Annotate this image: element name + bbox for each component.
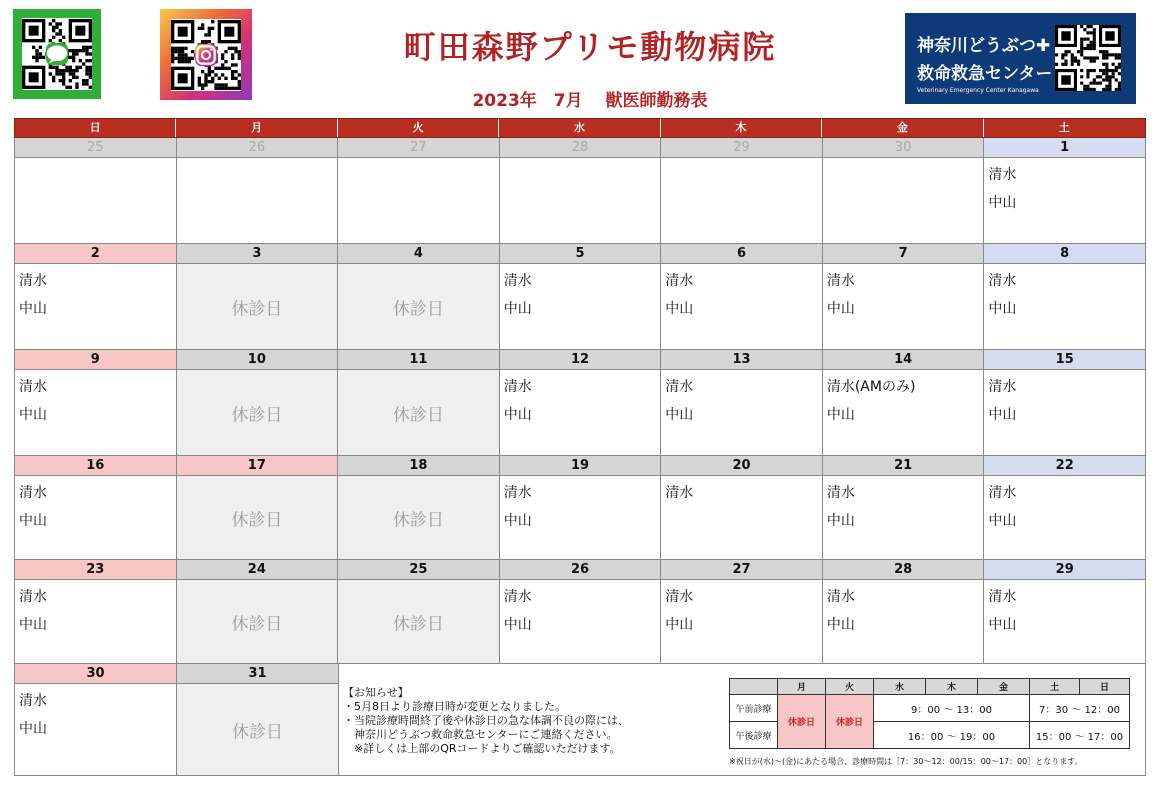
- calendar-day: [661, 456, 823, 560]
- notice-title: 【お知らせ】: [343, 686, 409, 699]
- weekday-label: 火: [338, 119, 499, 137]
- calendar-week: [14, 138, 1146, 244]
- emergency-center-banner[interactable]: [905, 13, 1136, 104]
- day-number: 28: [500, 138, 661, 158]
- notice-line: ・5月8日より診療日時が変更となりました。: [343, 700, 566, 713]
- vet-on-duty: 中山: [665, 301, 694, 317]
- emergency-qr-code[interactable]: [1055, 25, 1121, 91]
- day-body: [177, 684, 338, 775]
- calendar-day: [661, 560, 823, 664]
- vet-on-duty: 中山: [503, 513, 532, 529]
- vet-on-duty: 中山: [988, 617, 1017, 633]
- vet-on-duty: 中山: [503, 407, 532, 423]
- hours-day-header: 金: [978, 679, 1030, 695]
- calendar-day: [15, 244, 177, 350]
- day-number: 15: [984, 350, 1145, 370]
- closed-day-label: 休診日: [392, 405, 444, 425]
- day-body: [338, 580, 499, 663]
- hours-day-header: 日: [1080, 679, 1130, 695]
- day-number: 3: [177, 244, 338, 264]
- vet-on-duty: 中山: [826, 407, 855, 423]
- day-number: 5: [500, 244, 661, 264]
- calendar-week: [14, 456, 1146, 560]
- day-number: 6: [661, 244, 822, 264]
- calendar-day: [15, 560, 177, 664]
- day-body: [984, 158, 1145, 243]
- day-body: [661, 370, 822, 455]
- calendar-day: [984, 560, 1146, 664]
- emergency-name-line2: 救命救急センター: [917, 64, 1053, 84]
- qr-pattern: [171, 19, 241, 91]
- weekday-am-hours: 9：00 ～ 13：00: [874, 695, 1030, 722]
- day-number: 26: [177, 138, 338, 158]
- closed-day-label: 休診日: [231, 614, 283, 634]
- day-number: 22: [984, 456, 1145, 476]
- day-body: [177, 370, 338, 455]
- weekday-header: [14, 118, 1146, 138]
- vet-on-duty: 清水: [503, 485, 532, 501]
- day-body: [338, 158, 499, 243]
- day-number: 23: [15, 560, 176, 580]
- vet-on-duty: 清水: [19, 589, 47, 605]
- day-body: [823, 264, 984, 349]
- day-body: [823, 476, 984, 559]
- day-body: [177, 580, 338, 663]
- calendar-day: [500, 138, 662, 244]
- vet-on-duty: 清水: [503, 273, 532, 289]
- day-body: [338, 476, 499, 559]
- calendar-day: [984, 350, 1146, 456]
- closed-day-label: 休診日: [392, 614, 444, 634]
- qr-code-graphic: [1055, 25, 1121, 91]
- vet-on-duty: 中山: [19, 721, 47, 737]
- calendar-day: [823, 244, 985, 350]
- calendar-week: [14, 560, 1146, 664]
- day-body: [823, 158, 984, 243]
- hospital-name: 町田森野プリモ動物病院: [403, 28, 777, 66]
- calendar-day: [984, 244, 1146, 350]
- vet-on-duty: 中山: [665, 617, 694, 633]
- day-number: 28: [823, 560, 984, 580]
- calendar-day: [823, 560, 985, 664]
- hours-day-header: 火: [826, 679, 874, 695]
- day-body: [661, 580, 822, 663]
- day-number: 1: [984, 138, 1145, 158]
- tuesday-closed: 休診日: [826, 695, 874, 749]
- vet-on-duty: 清水: [19, 693, 47, 709]
- vet-on-duty: 清水: [665, 273, 694, 289]
- calendar-day: [984, 456, 1146, 560]
- vet-on-duty: 中山: [988, 195, 1017, 211]
- day-body: [500, 158, 661, 243]
- vet-on-duty: 清水: [826, 589, 855, 605]
- calendar-day: [15, 664, 177, 776]
- notice-line: 神奈川どうぶつ救命救急センターにご連絡ください。: [343, 728, 618, 741]
- vet-on-duty: 清水(AMのみ): [826, 379, 916, 395]
- calendar-day: [500, 350, 662, 456]
- vet-on-duty: 中山: [988, 407, 1017, 423]
- day-body: [984, 370, 1145, 455]
- day-number: 27: [661, 560, 822, 580]
- calendar-day: [500, 456, 662, 560]
- day-number: 7: [823, 244, 984, 264]
- vet-on-duty: 清水: [665, 589, 694, 605]
- hours-day-header: 木: [926, 679, 978, 695]
- vet-on-duty: 清水: [988, 485, 1017, 501]
- calendar-day: [15, 456, 177, 560]
- vet-on-duty: 清水: [826, 485, 855, 501]
- vet-on-duty: 中山: [19, 301, 47, 317]
- qr-pattern: [22, 18, 92, 90]
- notice-line: ・当院診療時間終了後や休診日の急な体調不良の際には、: [343, 714, 629, 727]
- day-body: [500, 476, 661, 559]
- day-body: [177, 158, 338, 243]
- calendar-day: [823, 456, 985, 560]
- calendar-day: [338, 350, 500, 456]
- calendar-day: [823, 138, 985, 244]
- vet-on-duty: 中山: [826, 617, 855, 633]
- vet-on-duty: 中山: [665, 407, 694, 423]
- holiday-hours-note: ※祝日が(水)～(金)にあたる場合、診療時間は［7：30～12：00/15：00～17：00］となります。: [729, 757, 1083, 766]
- day-body: [500, 264, 661, 349]
- closed-day-label: 休診日: [392, 510, 444, 530]
- day-body: [500, 370, 661, 455]
- closed-day-label: 休診日: [232, 722, 283, 742]
- calendar-last-week: [14, 664, 1146, 776]
- vet-on-duty: 清水: [503, 379, 532, 395]
- day-number: 26: [500, 560, 661, 580]
- hours-day-header: 水: [874, 679, 926, 695]
- day-body: [338, 264, 499, 349]
- line-qr-code[interactable]: [13, 9, 101, 99]
- day-number: 16: [15, 456, 176, 476]
- day-body: [15, 684, 176, 775]
- calendar-day: [15, 350, 177, 456]
- vet-on-duty: 中山: [988, 301, 1017, 317]
- day-number: 19: [500, 456, 661, 476]
- calendar-day: [338, 138, 500, 244]
- closed-day-label: 休診日: [231, 510, 283, 530]
- day-body: [984, 476, 1145, 559]
- day-number: 13: [661, 350, 822, 370]
- line-icon: [46, 43, 68, 65]
- day-number: 11: [338, 350, 499, 370]
- day-number: 21: [823, 456, 984, 476]
- day-number: 14: [823, 350, 984, 370]
- day-body: [661, 158, 822, 243]
- day-number: 17: [177, 456, 338, 476]
- office-hours-table: [729, 678, 1130, 749]
- monday-closed: 休診日: [778, 695, 826, 749]
- vet-on-duty: 清水: [665, 485, 694, 501]
- weekday-label: 土: [1058, 121, 1070, 134]
- day-number: 2: [15, 244, 176, 264]
- vet-on-duty: 中山: [826, 301, 855, 317]
- day-number: 27: [338, 138, 499, 158]
- calendar-weeks: [14, 138, 1146, 664]
- instagram-qr-code[interactable]: [160, 9, 252, 100]
- hours-corner: [730, 679, 778, 695]
- vet-on-duty: 清水: [19, 485, 47, 501]
- calendar-day: [177, 244, 339, 350]
- vet-on-duty: 清水: [503, 589, 532, 605]
- vet-on-duty: 中山: [826, 513, 855, 529]
- day-number: 8: [984, 244, 1145, 264]
- calendar-day: [984, 138, 1146, 244]
- calendar-day: [338, 560, 500, 664]
- day-body: [15, 580, 176, 663]
- calendar-week: [14, 350, 1146, 456]
- calendar-day: [177, 350, 339, 456]
- day-body: [15, 370, 176, 455]
- day-number: 30: [823, 138, 984, 158]
- vet-on-duty: 清水: [988, 273, 1017, 289]
- day-body: [823, 580, 984, 663]
- calendar-week: [14, 244, 1146, 350]
- day-number: 31: [177, 664, 338, 684]
- day-number: 20: [661, 456, 822, 476]
- day-body: [661, 476, 822, 559]
- closed-day-label: 休診日: [231, 299, 283, 319]
- vet-on-duty: 中山: [19, 513, 47, 529]
- calendar-day: [661, 138, 823, 244]
- duty-calendar: [14, 118, 1146, 776]
- closed-day-label: 休診日: [392, 299, 444, 319]
- vet-on-duty: 清水: [988, 589, 1017, 605]
- vet-on-duty: 中山: [503, 617, 532, 633]
- notice-line: ※詳しくは上部のQRコードよりご確認いただけます。: [343, 742, 621, 755]
- hours-header-row: [730, 679, 1130, 695]
- weekday-label: 日: [15, 119, 176, 137]
- calendar-day: [500, 244, 662, 350]
- notice-and-hours-panel: [339, 664, 1146, 776]
- day-body: [338, 370, 499, 455]
- day-body: [177, 476, 338, 559]
- vet-on-duty: 清水: [665, 379, 694, 395]
- weekday-label: 月: [176, 119, 337, 137]
- instagram-icon: [195, 44, 217, 66]
- day-number: 25: [338, 560, 499, 580]
- weekend-am-hours: 7：30 ～ 12：00: [1030, 695, 1130, 722]
- pm-label: 午後診療: [730, 722, 778, 749]
- day-body: [177, 264, 338, 349]
- day-number: 10: [177, 350, 338, 370]
- day-body: [15, 264, 176, 349]
- weekday-label: 水: [499, 119, 660, 137]
- vet-on-duty: 中山: [503, 301, 532, 317]
- calendar-day: [338, 456, 500, 560]
- emergency-english-name: Veterinary Emergency Center Kanagawa: [917, 87, 1039, 94]
- vet-on-duty: 中山: [19, 407, 47, 423]
- am-label: 午前診療: [730, 695, 778, 722]
- vet-on-duty: 清水: [19, 379, 47, 395]
- day-number: 24: [177, 560, 338, 580]
- vet-on-duty: 中山: [19, 617, 47, 633]
- hours-day-header: 土: [1030, 679, 1080, 695]
- day-body: [661, 264, 822, 349]
- calendar-day: [661, 350, 823, 456]
- day-body: [15, 158, 176, 243]
- day-body: [823, 370, 984, 455]
- day-number: 30: [15, 664, 176, 684]
- vet-on-duty: 中山: [988, 513, 1017, 529]
- day-number: 29: [661, 138, 822, 158]
- hours-day-header: 月: [778, 679, 826, 695]
- calendar-day: [823, 350, 985, 456]
- vet-on-duty: 清水: [19, 273, 47, 289]
- calendar-day: [15, 138, 177, 244]
- hours-am-row: [730, 695, 1130, 722]
- notice-box: [343, 686, 629, 756]
- weekday-pm-hours: 16：00 ～ 19：00: [874, 722, 1030, 749]
- weekday-label: 木: [661, 119, 822, 137]
- day-number: 12: [500, 350, 661, 370]
- calendar-day: [338, 244, 500, 350]
- day-body: [984, 264, 1145, 349]
- day-number: 4: [338, 244, 499, 264]
- day-number: 29: [984, 560, 1145, 580]
- calendar-day: [500, 560, 662, 664]
- day-number: 9: [15, 350, 176, 370]
- day-body: [15, 476, 176, 559]
- emergency-name-line1: 神奈川どうぶつ✚: [917, 36, 1051, 56]
- vet-on-duty: 清水: [988, 379, 1017, 395]
- day-body: [500, 580, 661, 663]
- vet-on-duty: 清水: [988, 167, 1017, 183]
- weekday-label: 金: [822, 119, 983, 137]
- schedule-title: 2023年 7月 獣医師勤務表: [472, 91, 708, 111]
- calendar-day: [661, 244, 823, 350]
- weekend-pm-hours: 15：00 ～ 17：00: [1030, 722, 1130, 749]
- day-body: [984, 580, 1145, 663]
- calendar-day: [177, 560, 339, 664]
- day-number: 25: [15, 138, 176, 158]
- closed-day-label: 休診日: [231, 405, 283, 425]
- calendar-day: [177, 138, 339, 244]
- day-number: 18: [338, 456, 499, 476]
- calendar-day: [177, 456, 339, 560]
- calendar-day: [177, 664, 339, 776]
- vet-on-duty: 清水: [826, 273, 855, 289]
